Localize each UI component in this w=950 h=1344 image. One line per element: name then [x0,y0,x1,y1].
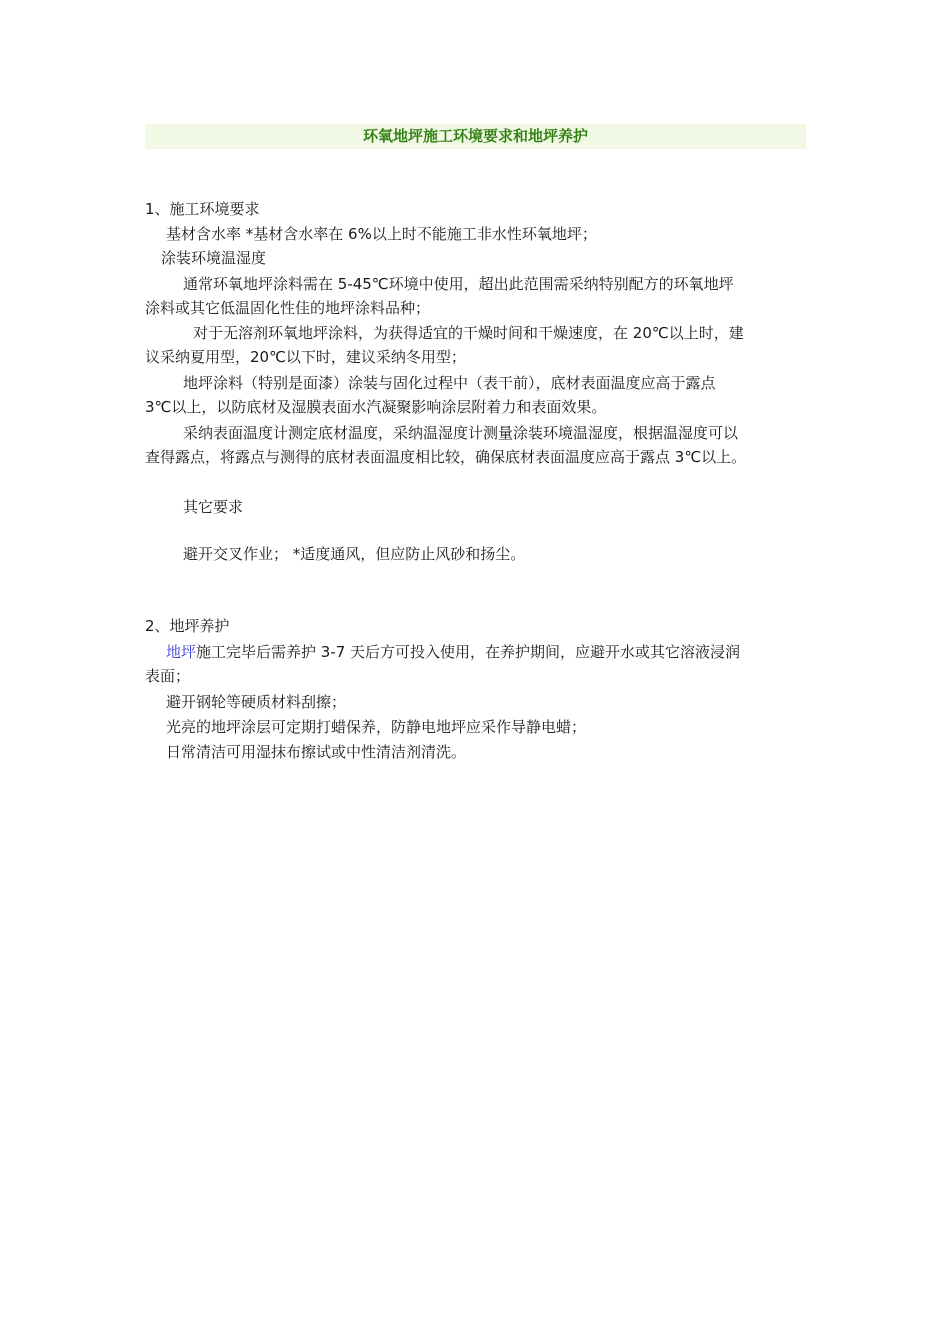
maintenance-paragraph-text: 施工完毕后需养护 3-7 天后方可投入使用，在养护期间，应避开水或其它溶液浸润 [196,643,741,661]
section-1-heading: 1、施工环境要求 [145,200,260,218]
document-title: 环氧地坪施工环境要求和地坪养护 [145,124,806,149]
paragraph-solvent-free-line1: 对于无溶剂环氧地坪涂料，为获得适宜的干燥时间和干燥速度，在 20℃以上时，建 [193,324,744,342]
other-requirements-text: 避开交叉作业； *适度通风，但应防止风砂和扬尘。 [183,545,526,563]
paragraph-solvent-free-line2: 议采纳夏用型，20℃以下时，建议采纳冬用型； [145,348,466,366]
paragraph-temperature-range-line2: 涂料或其它低温固化性佳的地坪涂料品种； [145,299,431,317]
paragraph-dew-point-line2: 3℃以上，以防底材及湿膜表面水汽凝聚影响涂层附着力和表面效果。 [145,398,607,416]
maintenance-paragraph-line2: 表面； [145,667,191,685]
maintenance-no-scratch: 避开钢轮等硬质材料刮擦； [166,693,347,711]
paragraph-measurement-line2: 查得露点，将露点与测得的底材表面温度相比较，确保底材表面温度应高于露点 3℃以上。 [145,448,747,466]
temperature-humidity-heading: 涂装环境温湿度 [161,249,267,267]
maintenance-cleaning: 日常清洁可用湿抹布擦试或中性清洁剂清洗。 [166,743,467,761]
floor-link[interactable]: 地坪 [166,643,197,661]
paragraph-dew-point-line1: 地坪涂料（特别是面漆）涂装与固化过程中（表干前），底材表面温度应高于露点 [183,374,716,392]
section-2-heading: 2、地坪养护 [145,617,230,635]
other-requirements-heading: 其它要求 [183,498,244,516]
maintenance-waxing: 光亮的地坪涂层可定期打蜡保养，防静电地坪应采作导静电蜡； [166,718,587,736]
maintenance-paragraph-line1 [166,640,831,664]
paragraph-measurement-line1: 采纳表面温度计测定底材温度，采纳温湿度计测量涂装环境温湿度，根据温湿度可以 [183,424,739,442]
moisture-requirement: 基材含水率 *基材含水率在 6%以上时不能施工非水性环氧地坪； [166,225,597,243]
paragraph-temperature-range-line1: 通常环氧地坪涂料需在 5-45℃环境中使用，超出此范围需采纳特别配方的环氧地坪 [183,275,734,293]
